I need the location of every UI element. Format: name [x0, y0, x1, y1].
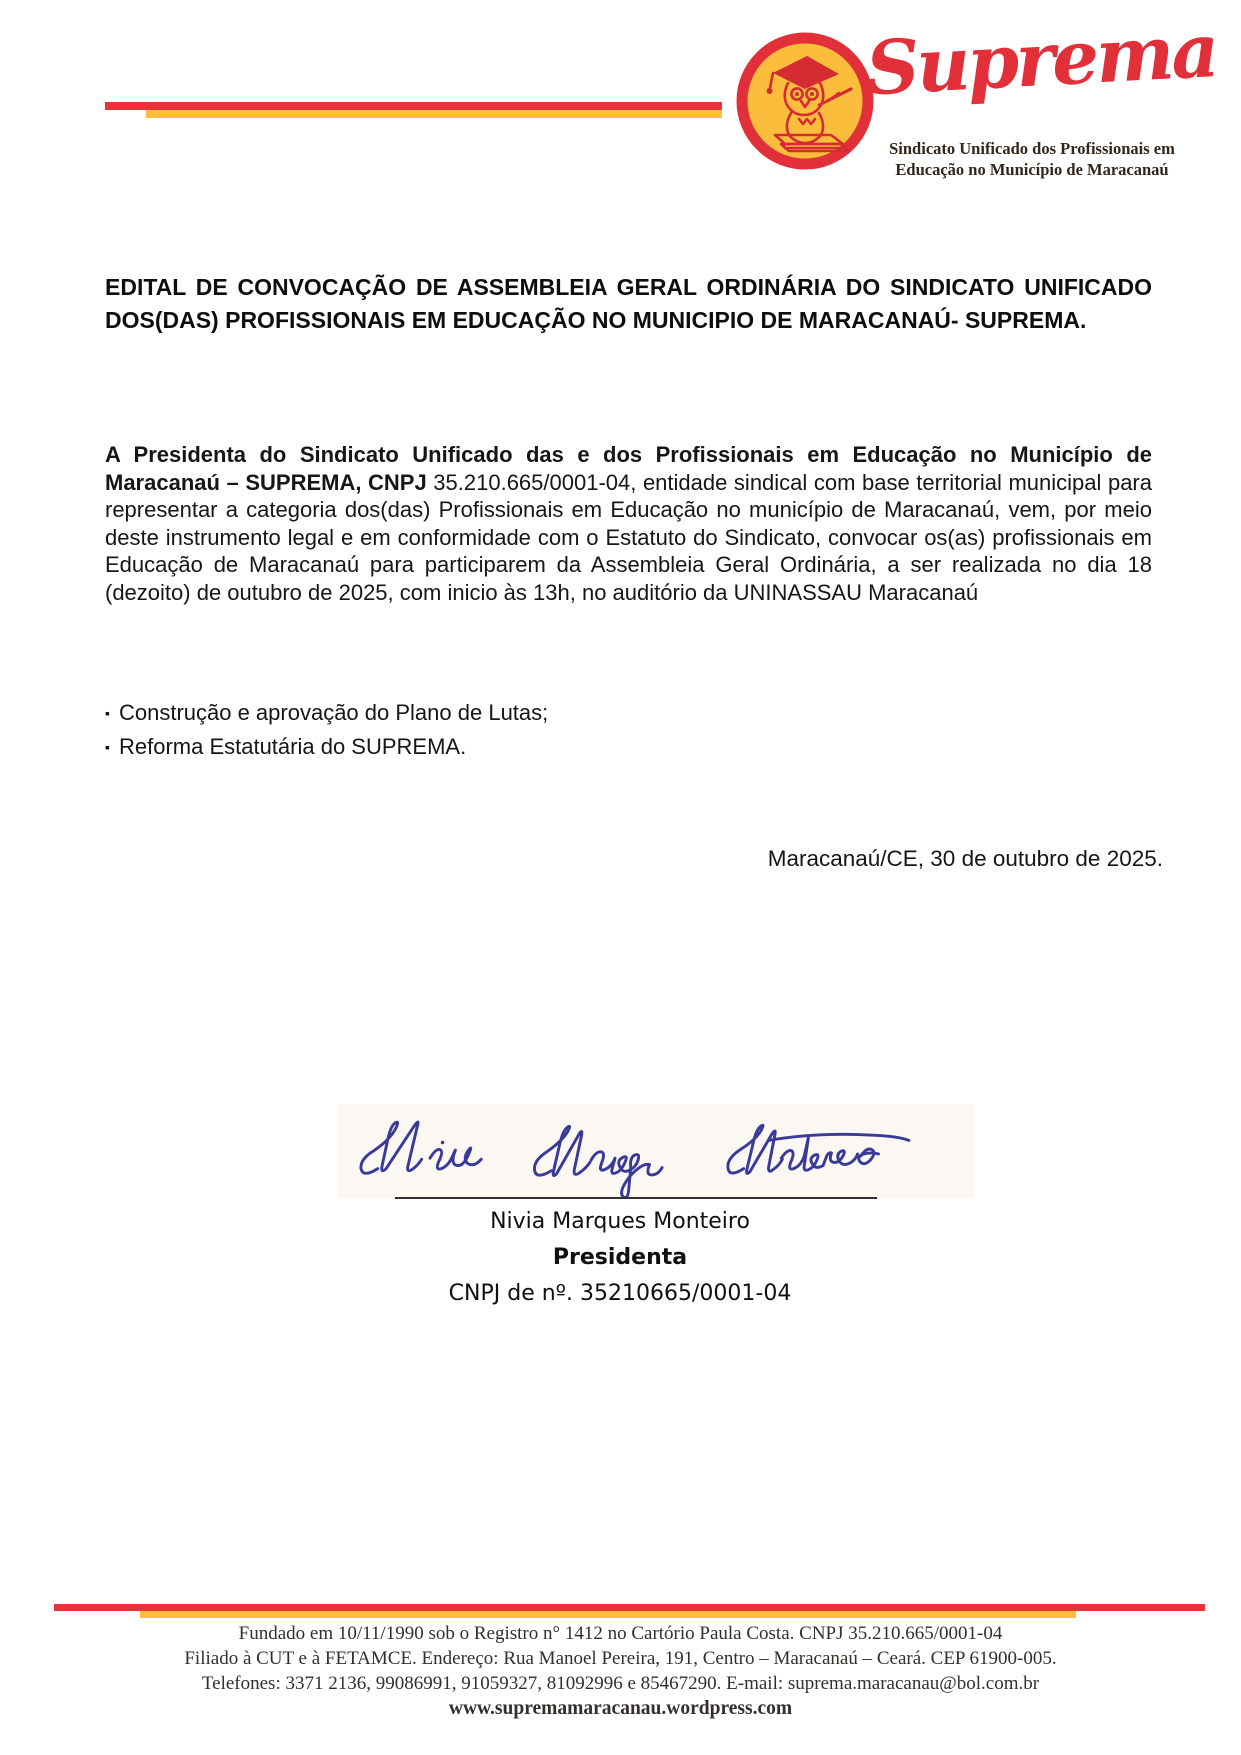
footer-address-line: Filiado à CUT e à FETAMCE. Endereço: Rua Manoel Pereira, 191, Centro – Maracanaú – Ceará. CEP 61900-005. [184, 1648, 1057, 1669]
handwritten-signature [346, 1108, 974, 1200]
body-bold-leadin: A Presidenta do Sindicato Unificado das e dos Profissionais em Educação no Município de Maracanaú – SUPREMA, CNPJ [105, 442, 1152, 495]
footer-contact-line: Telefones: 3371 2136, 99086991, 91059327, 81092996 e 85467290. E-mail: suprema.maracanau@bol.com.br [201, 1673, 1040, 1694]
agenda-item-text: Construção e aprovação do Plano de Lutas; [118, 700, 549, 725]
body-regular-text: 35.210.665/0001-04, entidade sindical com base territorial municipal para representar a categoria dos(das) Profissionais em Educação no município de Maracanaú, vem, por meio deste instrumento legal e em conformidade com o Estatuto do Sindicato, convocar os(as) profissionais em Educação de Maracanaú para participarem da Assembleia Geral Ordinária, a ser realizada no dia 18 (dezoito) de outubro de 2025, com inicio às 13h, no auditório da UNINASSAU Maracanaú [105, 469, 1152, 605]
square-bullet-icon: ▪ [105, 705, 110, 721]
header-red-stripe [105, 102, 722, 110]
footer-website: www.supremamaracanau.wordpress.com [448, 1698, 793, 1719]
suprema-logo-badge [735, 31, 875, 171]
agenda-item [105, 731, 1005, 765]
signatory-role: Presidenta [552, 1245, 688, 1270]
footer-red-stripe [54, 1604, 1205, 1611]
dateline: Maracanaú/CE, 30 de outubro de 2025. [767, 846, 1163, 871]
agenda-list [105, 697, 1005, 765]
owl-graduation-book-icon [735, 31, 875, 171]
brand-subtitle-line1: Sindicato Unificado dos Profissionais em [889, 139, 1175, 158]
signatory-cnpj: CNPJ de nº. 35210665/0001-04 [448, 1281, 792, 1306]
signature-rule [395, 1197, 877, 1199]
brand-subtitle-line2: Educação no Município de Maracanaú [895, 160, 1169, 179]
brand-wordmark: Suprema [863, 8, 1219, 113]
agenda-item [105, 697, 1005, 731]
square-bullet-icon: ▪ [105, 739, 110, 755]
document-body-paragraph [105, 441, 1152, 607]
document-title: EDITAL DE CONVOCAÇÃO DE ASSEMBLEIA GERAL ORDINÁRIA DO SINDICATO UNIFICADO DOS(DAS) PROFISSIONAIS EM EDUCAÇÃO NO MUNICIPIO DE MARACANAÚ- SUPREMA. [105, 274, 1152, 333]
agenda-item-text: Reforma Estatutária do SUPREMA. [118, 734, 467, 759]
brand-subtitle [886, 138, 1178, 180]
header-yellow-stripe [146, 110, 722, 118]
footer [0, 1621, 1241, 1721]
signatory-name: Nivia Marques Monteiro [490, 1209, 750, 1234]
footer-registry-line: Fundado em 10/11/1990 sob o Registro n° 1412 no Cartório Paula Costa. CNPJ 35.210.665/0001-04 [238, 1623, 1003, 1644]
footer-yellow-stripe [140, 1611, 1076, 1618]
